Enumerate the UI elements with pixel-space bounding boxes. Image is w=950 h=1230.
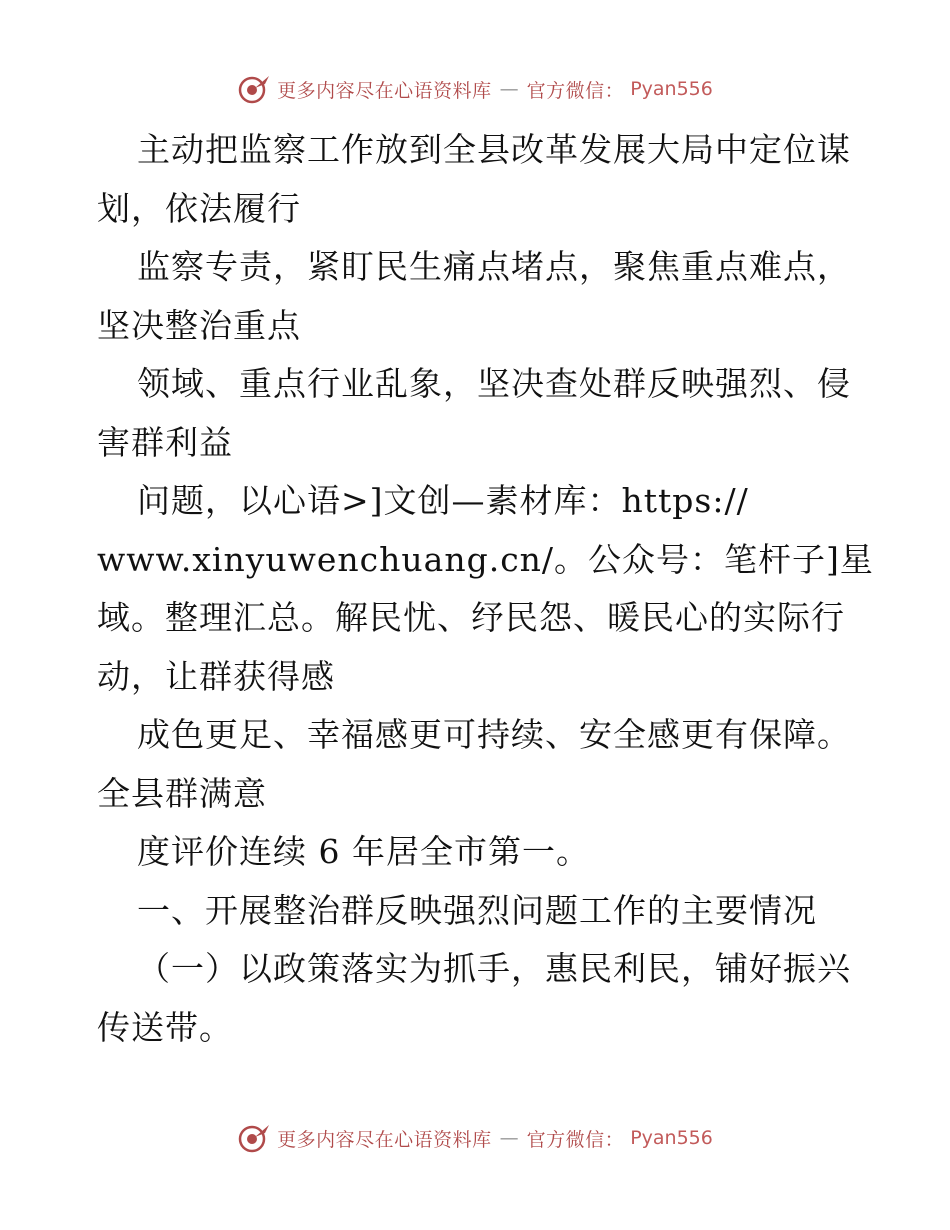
body-line: 全县群满意 bbox=[97, 773, 267, 813]
body-line: 域。整理汇总。解民忧、纾民怨、暖民心的实际行 bbox=[97, 598, 845, 637]
document-body bbox=[97, 121, 874, 1057]
body-line: 害群利益 bbox=[97, 422, 233, 462]
body-line: 动，让群获得感 bbox=[97, 656, 335, 696]
watermark-official-text: 官方微信： bbox=[526, 1128, 625, 1151]
watermark-site-text: 更多内容尽在心语资料库 bbox=[277, 1128, 492, 1151]
body-line: 监察专责，紧盯民生痛点堵点，聚焦重点难点， bbox=[137, 247, 851, 286]
body-line: 度评价连续 6 年居全市第一。 bbox=[137, 832, 590, 871]
body-line: 问题，以心语>]文创—素材库：https:// bbox=[137, 481, 749, 520]
watermark-site-text: 更多内容尽在心语资料库 bbox=[277, 79, 492, 102]
body-line: 传送带。 bbox=[97, 1007, 233, 1047]
body-line: 主动把监察工作放到全县改革发展大局中定位谋 bbox=[137, 130, 851, 169]
quill-seal-icon bbox=[237, 74, 271, 104]
watermark-wechat-id: Pyan556 bbox=[630, 1127, 713, 1149]
subsection-heading: （一）以政策落实为抓手，惠民利民，铺好振兴 bbox=[137, 949, 851, 988]
body-line: 领域、重点行业乱象，坚决查处群反映强烈、侵 bbox=[137, 364, 851, 403]
body-line: 坚决整治重点 bbox=[97, 305, 301, 345]
body-line: 划，依法履行 bbox=[97, 188, 301, 228]
footer-watermark bbox=[0, 1123, 950, 1153]
watermark-wechat-id: Pyan556 bbox=[630, 78, 713, 100]
header-watermark bbox=[0, 74, 950, 104]
watermark-official-text: 官方微信： bbox=[526, 79, 625, 102]
body-line: 成色更足、幸福感更可持续、安全感更有保障。 bbox=[137, 715, 851, 754]
watermark-separator: — bbox=[499, 78, 519, 100]
quill-seal-icon bbox=[237, 1123, 271, 1153]
section-heading: 一、开展整治群反映强烈问题工作的主要情况 bbox=[137, 890, 817, 930]
watermark-separator: — bbox=[499, 1127, 519, 1149]
body-line: www.xinyuwenchuang.cn/。公众号：笔杆子]星 bbox=[97, 539, 874, 579]
